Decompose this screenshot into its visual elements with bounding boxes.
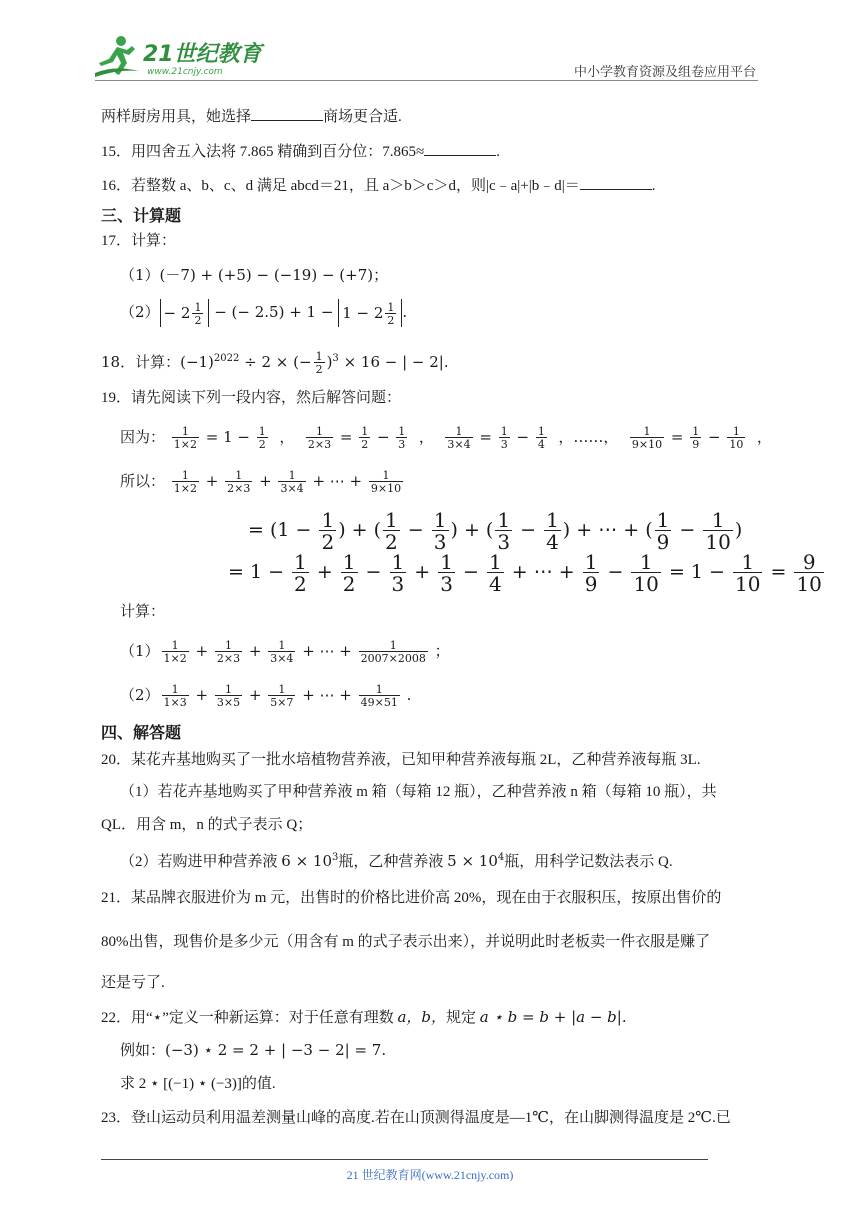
question-22-stem: 22．用“⋆”定义一种新运算：对于任意有理数 a，b，规定 a ⋆ b = b + |a − b|. [101,1008,627,1026]
section-3-heading: 三、计算题 [101,206,182,225]
question-22-ask: 求 2 ⋆ [(−1) ⋆ (−3)]的值. [120,1076,276,1092]
question-14-tail: 两样厨房用具，她选择 商场更合适. [101,106,402,127]
question-22-example: 例如：(−3) ⋆ 2 = 2 + | −3 − 2| = 7. [120,1041,387,1059]
question-20-part-1b: QL．用含 m，n 的式子表示 Q； [101,817,313,833]
question-16: 16．若整数 a、b、c、d 满足 abcd＝21，且 a＞b＞c＞d，则|c﹣a|+|b﹣d|＝ . [101,175,656,196]
question-17-part-2: （2） − 2 $\frac{1}{2}$ − (− 2.5) + 1 − 1 − 2 $\frac{1}{2}$ . [120,301,408,327]
question-19-step-2: = 1 − $\frac{1}{2}$ + $\frac{1}{2}$ − $\frac{1}{3}$ + $\frac{1}{3}$ − $\frac{1}{4}$ + ⋯ + $\frac{1}{9}$ − $\frac{1}{10}$ = 1 − $\frac{1}{10}$ = $\frac{9}{10}$ [228,550,822,596]
question-23: 23．登山运动员利用温差测量山峰的高度.若在山顶测得温度是—1℃，在山脚测得温度是 2℃.已 [101,1110,731,1126]
question-19-stem: 19．请先阅读下列一段内容，然后解答问题： [101,390,402,406]
question-17-stem: 17．计算： [101,233,177,249]
question-17-part-1: （1）(－7) + (+5) − (−19) − (+7)； [120,266,389,284]
svg-text:21世纪教育: 21世纪教育 [143,42,262,67]
question-21-line-3: 还是亏了. [101,975,165,991]
question-19-part-2: （2） $\frac{1}{1\times 3}$ + $\frac{1}{3\times 5}$ + $\frac{1}{5\times 7}$ + ⋯ + $\frac{1}{49\times 51}$ . [120,683,412,709]
question-15: 15．用四舍五入法将 7.865 精确到百分位：7.865≈ . [101,141,500,162]
question-20-part-2: （2）若购进甲种营养液 $6 \times 10^3$瓶，乙种营养液 $5 \times 10^4$瓶，用科学记数法表示 Q. [120,852,673,870]
page-header [95,33,758,83]
question-20-part-1a: （1）若花卉基地购买了甲种营养液 m 箱（每箱 12 瓶），乙种营养液 n 箱（每箱 10 瓶），共 [120,784,717,800]
platform-name: 中小学教育资源及组卷应用平台 [573,64,756,79]
header-divider [95,80,758,81]
question-21-line-1: 21．某品牌衣服进价为 m 元，出售时的价格比进价高 20%，现在由于衣服积压，按原出售价的 [101,890,722,906]
question-19-sum: 所以： $\frac{1}{1\times 2}$ + $\frac{1}{2\times 3}$ + $\frac{1}{3\times 4}$ + ⋯ + $\frac{1}{9\times 10}$ [120,469,402,495]
question-19-calc-label: 计算： [120,604,166,620]
question-20-stem: 20．某花卉基地购买了一批水培植物营养液，已知甲种营养液每瓶 2L，乙种营养液每瓶 3L. [101,752,701,768]
svg-text:www.21cnjy.com: www.21cnjy.com [147,67,223,77]
question-19-part-1: （1） $\frac{1}{1\times 2}$ + $\frac{1}{2\times 3}$ + $\frac{1}{3\times 4}$ + ⋯ + $\frac{1}{2007\times 2008}$ ； [120,639,450,665]
section-4-heading: 四、解答题 [101,723,182,742]
question-21-line-2: 80%出售，现售价是多少元（用含有 m 的式子表示出来），并说明此时老板卖一件衣服是赚了 [101,934,711,950]
question-19-because: 因为： $\frac{1}{1\times 2}$ = 1 − $\frac{1}{2}$ ， $\frac{1}{2\times 3}$ = $\frac{1}{2}$ − $\frac{1}{3}$ ， $\frac{1}{3\times 4}$ = $\frac{1}{3}$ − $\frac{1}{4}$ ，……， $\frac{1}{9\times 10}$ = $\frac{1}{9}$ − $\frac{1}{10}$ ， [120,425,772,451]
question-19-step-1: = (1 − $\frac{1}{2}$ ) + ( $\frac{1}{2}$ − $\frac{1}{3}$ ) + ( $\frac{1}{3}$ − $\frac{1}{4}$ ) + ⋯ + ( $\frac{1}{9}$ − $\frac{1}{10}$ ) [248,508,743,554]
question-18: 18．计算：$(-1)^{2022} \div 2$ × (− $\frac{1}{2}$ )$^3$ × 16 − | − 2|. [101,350,449,376]
footer-text: 21 世纪教育网(www.21cnjy.com) [346,1168,514,1182]
site-logo [95,33,265,79]
footer-divider [101,1159,708,1160]
